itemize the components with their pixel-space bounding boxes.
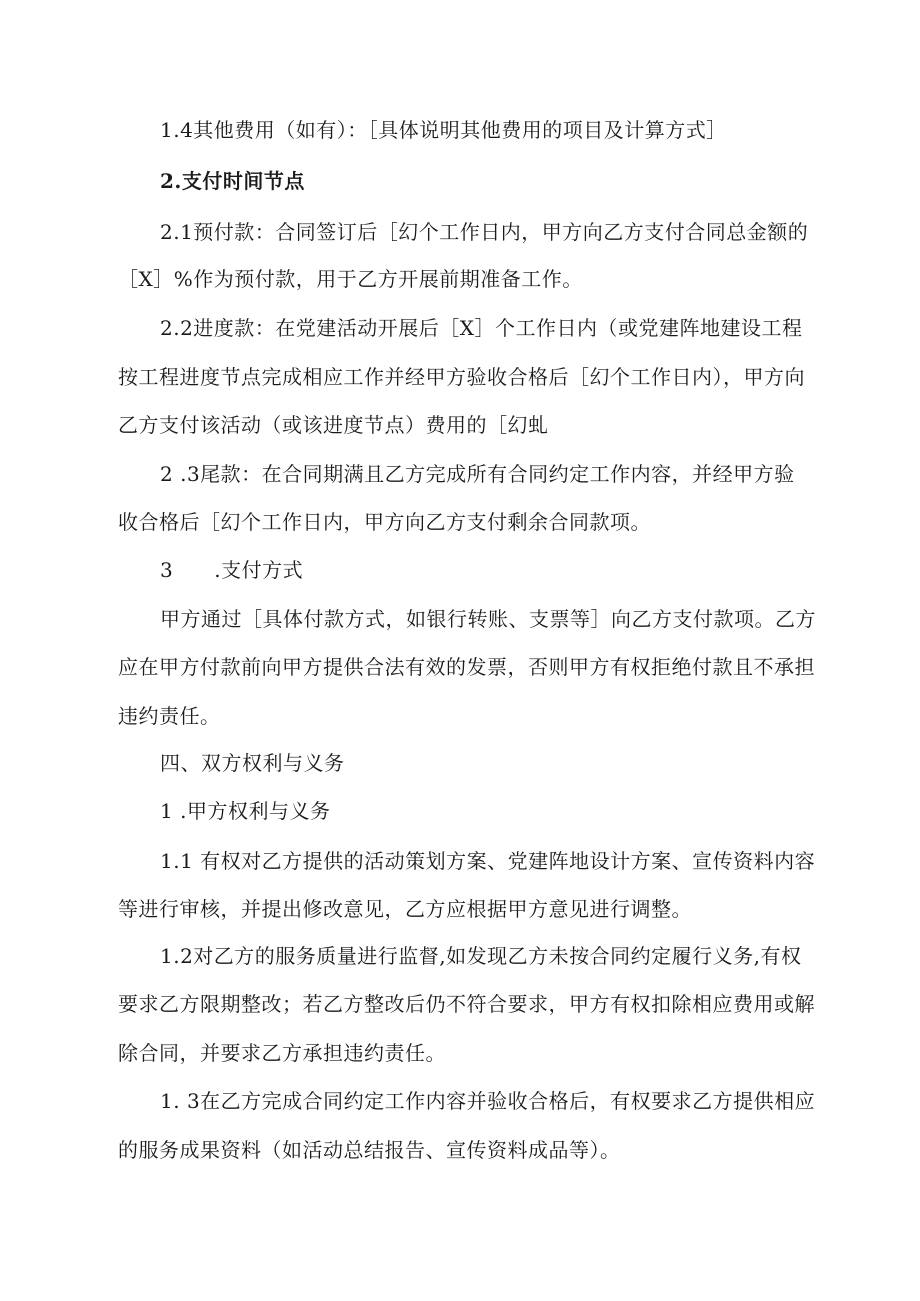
heading-payment-method: 3 .支付方式 [160, 558, 304, 582]
section-4-rights-obligations: 四、双方权利与义务 [160, 751, 345, 775]
clause-1-3-line-2: 的服务成果资料（如活动总结报告、宣传资料成品等）。 [118, 1138, 621, 1162]
clause-2-3-final-line-1: 2 .3尾款：在合同期满且乙方完成所有合同约定工作内容，并经甲方验 [160, 462, 795, 486]
clause-1-3-line-1: 1. 3在乙方完成合同约定工作内容并验收合格后，有权要求乙方提供相应 [160, 1089, 816, 1113]
clause-1-1-line-1: 1.1 有权对乙方提供的活动策划方案、党建阵地设计方案、宣传资料内容 [160, 849, 816, 873]
heading-party-a-rights: 1 .甲方权利与义务 [160, 799, 331, 823]
heading-payment-schedule: 2.支付时间节点 [160, 169, 305, 193]
clause-2-2-progress-line-2: 按工程进度节点完成相应工作并经甲方验收合格后［幻个工作日内），甲方向 [118, 365, 805, 389]
clause-1-1-line-2: 等进行审核，并提出修改意见，乙方应根据甲方意见进行调整。 [118, 897, 692, 921]
clause-2-2-progress-line-3: 乙方支付该活动（或该进度节点）费用的［幻虬 [118, 413, 549, 437]
clause-2-3-final-line-2: 收合格后［幻个工作日内，甲方向乙方支付剩余合同款项。 [118, 510, 651, 534]
clause-1-2-line-3: 除合同，并要求乙方承担违约责任。 [118, 1041, 446, 1065]
clause-2-1-prepayment-line-1: 2.1预付款：合同签订后［幻个工作日内，甲方向乙方支付合同总金额的 [160, 220, 809, 244]
payment-method-line-2: 应在甲方付款前向甲方提供合法有效的发票，否则甲方有权拒绝付款且不承担 [118, 655, 815, 679]
clause-1-2-line-2: 要求乙方限期整改；若乙方整改后仍不符合要求，甲方有权扣除相应费用或解 [118, 992, 815, 1016]
clause-2-1-prepayment-line-2: ［X］%作为预付款，用于乙方开展前期准备工作。 [118, 267, 583, 291]
payment-method-line-1: 甲方通过［具体付款方式，如银行转账、支票等］向乙方支付款项。乙方 [160, 607, 816, 631]
clause-2-2-progress-line-1: 2.2进度款：在党建活动开展后［X］个工作日内（或党建阵地建设工程 [160, 316, 803, 340]
payment-method-line-3: 违约责任。 [118, 704, 221, 728]
clause-1-2-line-1: 1.2对乙方的服务质量进行监督,如发现乙方未按合同约定履行义务,有权 [160, 944, 802, 968]
clause-1-4-other-fees: 1.4其他费用（如有）：［具体说明其他费用的项目及计算方式］ [160, 118, 727, 142]
